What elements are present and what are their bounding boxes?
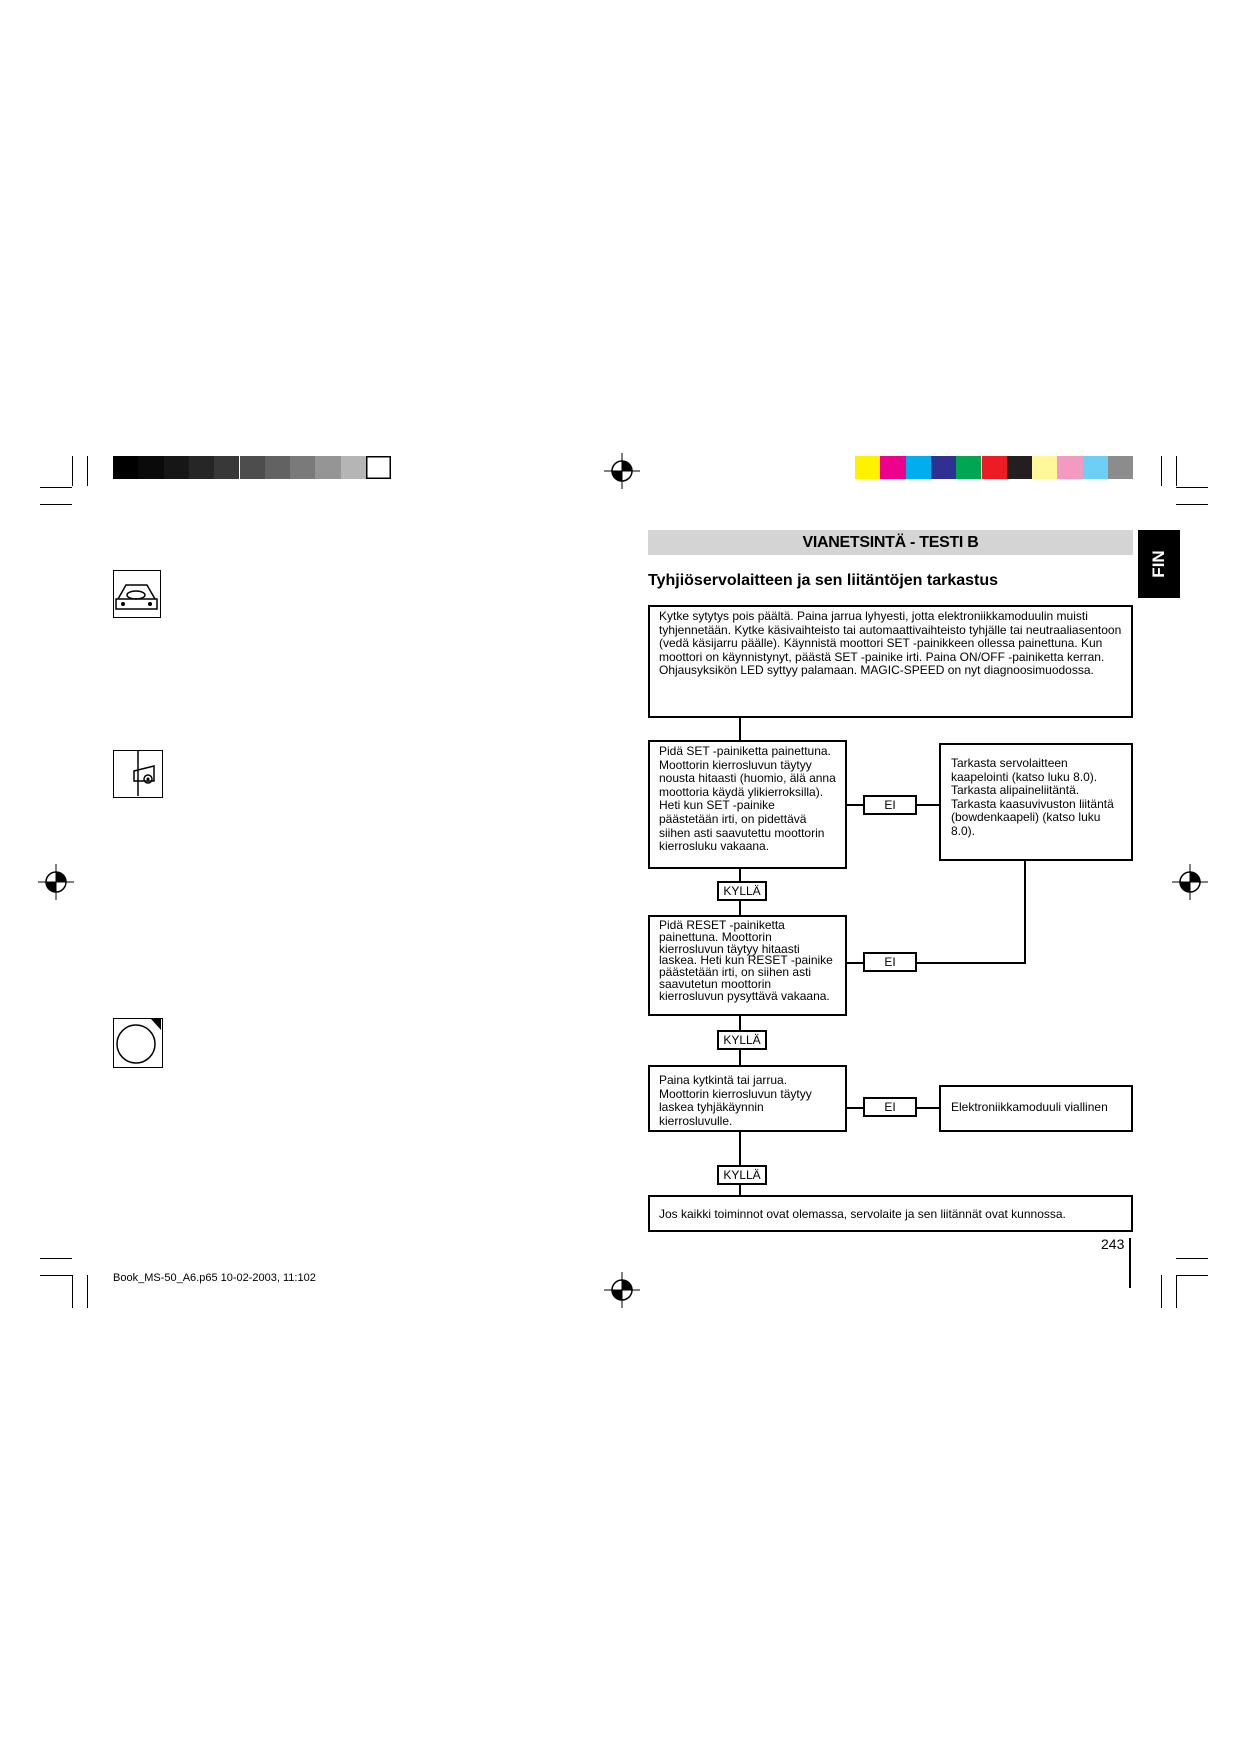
flow-connector (847, 962, 863, 964)
crop-mark (87, 1275, 88, 1308)
no-label-text: EI (884, 955, 896, 969)
calibration-swatch (1083, 456, 1108, 479)
calibration-swatch (855, 456, 880, 479)
calibration-swatch (113, 456, 138, 479)
flow-connector (1024, 861, 1026, 964)
section-header: VIANETSINTÄ - TESTI B (648, 530, 1133, 555)
yes-label (717, 1030, 767, 1050)
no-label-text: EI (884, 1100, 896, 1114)
crop-mark (40, 1258, 72, 1259)
flow-step-reset (648, 915, 847, 1016)
calibration-swatch (1108, 456, 1133, 479)
flow-connector (917, 804, 939, 806)
dial-icon (113, 1018, 163, 1068)
flow-connector (739, 1016, 741, 1030)
crop-mark (1176, 1275, 1208, 1276)
flow-connector (917, 962, 1026, 964)
calibration-swatch (315, 456, 340, 479)
crop-mark (1161, 456, 1162, 486)
registration-mark-icon (604, 1272, 640, 1308)
crop-mark (1176, 1258, 1208, 1259)
yes-label-text: KYLLÄ (723, 1033, 761, 1047)
flow-connector (917, 1107, 939, 1109)
crop-mark (1176, 487, 1208, 488)
crop-mark (72, 1275, 73, 1308)
registration-mark-icon (38, 864, 74, 900)
yes-label-text: KYLLÄ (723, 1168, 761, 1182)
margin-line (1129, 1238, 1131, 1288)
calibration-swatch (880, 456, 905, 479)
footer-file-info: Book_MS-50_A6.p65 10-02-2003, 11:102 (113, 1272, 316, 1284)
calibration-swatch (240, 456, 265, 479)
flow-connector (847, 1107, 863, 1109)
flow-step-set-text: Pidä SET -painiketta painettuna. Moottorin kierrosluvun täytyy nousta hitaasti (huomio, älä anna moottoria käydä ylikierroksilla). Heti kun SET -painike päästetään irti, on pidettävä siihen asti saavutettu moottorin kierrosluku vakaana. (659, 744, 836, 854)
registration-mark-icon (1172, 864, 1208, 900)
crop-mark (87, 456, 88, 486)
crop-mark (1176, 456, 1177, 486)
page-number: 243 (1101, 1236, 1125, 1252)
flow-module-faulty (939, 1085, 1133, 1132)
flow-connector (847, 804, 863, 806)
calibration-swatch (214, 456, 239, 479)
calibration-swatch (164, 456, 189, 479)
flow-connector (739, 901, 741, 915)
crop-mark (72, 456, 73, 486)
flow-final-text: Jos kaikki toiminnot ovat olemassa, servolaite ja sen liitännät ovat kunnossa. (659, 1207, 1066, 1221)
calibration-swatch (366, 456, 391, 479)
crop-mark (1176, 1275, 1177, 1308)
calibration-swatch (341, 456, 366, 479)
crop-mark (40, 504, 72, 505)
crop-mark (1161, 1275, 1162, 1308)
language-tab-label: FIN (1149, 550, 1168, 578)
flow-step-brake-text: Paina kytkintä tai jarrua. Moottorin kierrosluvun täytyy laskea tyhjäkäynnin kierrosluvulle. (659, 1073, 812, 1128)
crop-mark (40, 487, 72, 488)
calibration-swatch (982, 456, 1007, 479)
flow-connector (739, 869, 741, 881)
calibration-swatch (1057, 456, 1082, 479)
flow-step-reset-text: Pidä RESET -painiketta painettuna. Moottorin kierrosluvun täytyy hitaasti laskea. Heti kun RESET -painike päästetään irti, on siihen asti saavutetun moottorin kierrosluvun pysyttävä vakaana. (659, 918, 833, 1003)
calibration-swatch (265, 456, 290, 479)
language-tab (1138, 530, 1180, 598)
flow-connector (739, 1132, 741, 1165)
flow-connector (739, 1185, 741, 1195)
crop-mark (1176, 504, 1208, 505)
calibration-swatch (906, 456, 931, 479)
flow-step-initial-text: Kytke sytytys pois päältä. Paina jarrua lyhyesti, jotta elektroniikkamoduulin muisti tyhjennetään. Kytke käsivaihteisto tai automaattivaihteisto tyhjälle tai neutraaliasentoon (vedä käsijarru päälle). Käynnistä moottori SET -painikkeen ollessa painettuna. Kun moottori on käynnistynyt, päästä SET -painike irti. Paina ON/OFF -painiketta kerran. Ohjausyksikön LED syttyy palamaan. MAGIC-SPEED on nyt diagnoosimuodossa. (659, 609, 1122, 677)
flow-step-brake (648, 1065, 847, 1132)
flow-step-set (648, 740, 847, 869)
car-steering-icon (113, 570, 161, 618)
calibration-swatch (290, 456, 315, 479)
no-label-text: EI (884, 798, 896, 812)
flow-module-faulty-text: Elektroniikkamoduuli viallinen (951, 1100, 1108, 1114)
no-label (863, 1097, 917, 1117)
calibration-swatch (931, 456, 956, 479)
calibration-swatch (956, 456, 981, 479)
flow-final (648, 1195, 1133, 1232)
calibration-swatch (1007, 456, 1032, 479)
registration-mark-icon (604, 453, 640, 489)
flow-step-initial (648, 605, 1133, 718)
yes-label (717, 881, 767, 901)
calibration-swatch (138, 456, 163, 479)
flow-check-servo-text: Tarkasta servolaitteen kaapelointi (katso luku 8.0). Tarkasta alipaineliitäntä. Tarkasta kaasuvivuston liitäntä (bowdenkaapeli) (katso luku 8.0). (951, 756, 1114, 838)
lever-switch-icon (113, 750, 163, 798)
calibration-swatch (1032, 456, 1057, 479)
calibration-swatch (189, 456, 214, 479)
flow-check-servo (939, 743, 1133, 861)
flow-connector (739, 1050, 741, 1065)
page-subtitle: Tyhjiöservolaitteen ja sen liitäntöjen tarkastus (648, 572, 999, 589)
no-label (863, 795, 917, 815)
no-label (863, 952, 917, 972)
yes-label (717, 1165, 767, 1185)
yes-label-text: KYLLÄ (723, 884, 761, 898)
crop-mark (40, 1275, 72, 1276)
flow-connector (739, 718, 741, 740)
